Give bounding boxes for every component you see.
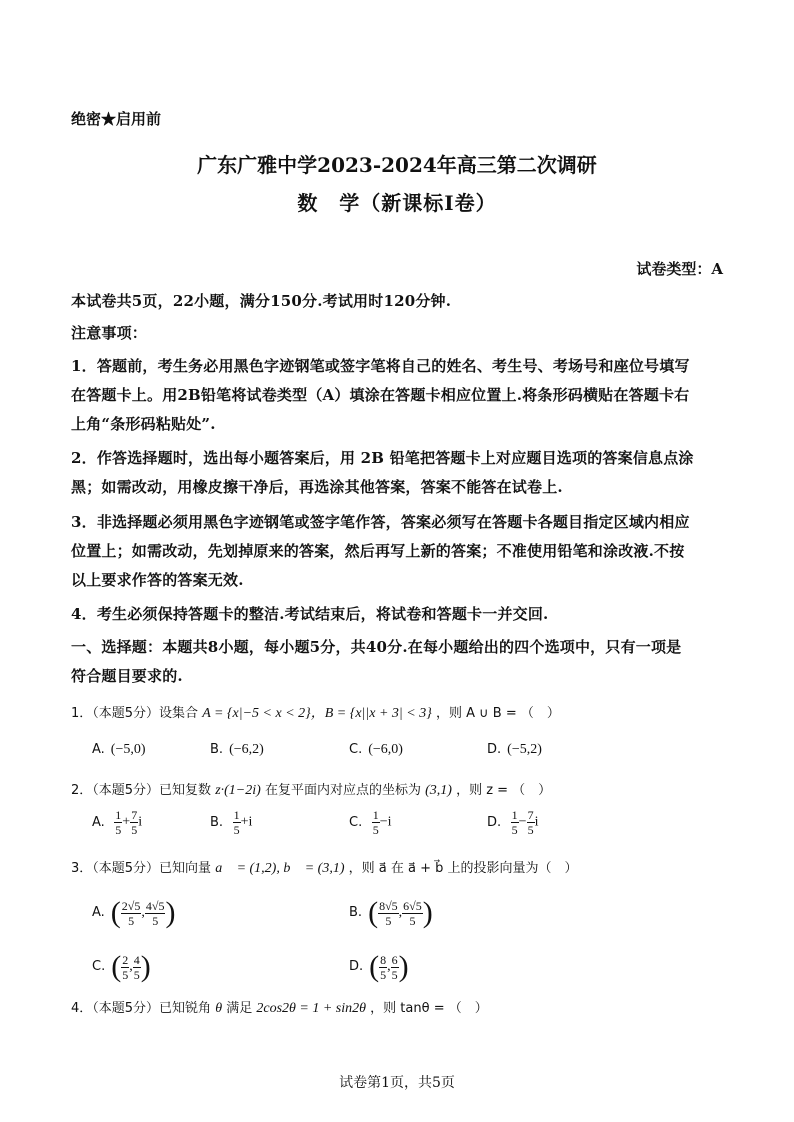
q2-point: (3,1) xyxy=(425,783,452,798)
q2-option-b-frac: $\frac{1}{5}$ xyxy=(233,808,240,837)
q3-option-b-label: B. xyxy=(349,905,363,921)
notes-title: 注意事项： xyxy=(71,324,148,342)
q3-prefix: 3．（本题5分）已知向量 xyxy=(71,861,212,876)
question-4 xyxy=(71,997,488,1017)
q4-suffix: ，则 tanθ = （ ） xyxy=(370,1001,488,1016)
intro-line: 本试卷共5页，22小题，满分150分.考试用时120分钟. xyxy=(71,292,452,310)
q3-option-a-frac-2: $\frac{4√5}{5}$ xyxy=(145,898,165,928)
q3-option-c-frac-1: $\frac{2}{5}$ xyxy=(122,952,129,982)
q3-middle: ，则 a⃗ 在 a⃗ + b⃗ 上的投影向量为（ ） xyxy=(348,861,578,876)
question-1 xyxy=(71,702,560,722)
note-2-line-2: 黑；如需改动，用橡皮擦干净后，再选涂其他答案，答案不能答在试卷上. xyxy=(71,478,563,496)
q2-option-c-op: −i xyxy=(379,814,392,830)
q2-middle: 在复平面内对应点的坐标为 xyxy=(264,783,421,798)
note-1-line-1: 1．答题前，考生务必用黑色字迹钢笔或签字笔将自己的姓名、考生号、考场号和座位号填写 xyxy=(71,357,690,375)
question-3 xyxy=(71,857,578,877)
page-footer: 试卷第1页，共5页 xyxy=(339,1075,455,1091)
q2-option-c xyxy=(349,808,392,837)
q2-option-b-label: B. xyxy=(210,814,224,830)
q3-option-d-frac-2: $\frac{6}{5}$ xyxy=(391,952,398,982)
q2-option-a-op: + xyxy=(122,814,131,830)
q3-option-b-frac-2: $\frac{6√5}{5}$ xyxy=(403,898,422,928)
q3-option-a-label: A. xyxy=(92,905,105,921)
q4-equation: 2cos2θ = 1 + sin2θ xyxy=(256,1001,367,1016)
section-heading-line-2: 符合题目要求的. xyxy=(71,667,183,685)
q2-option-a xyxy=(92,808,142,837)
exam-title: 广东广雅中学2023-2024年高三第二次调研 xyxy=(197,153,597,177)
q2-option-d xyxy=(487,808,538,837)
q1-option-a-text: (−5,0) xyxy=(110,742,146,757)
q2-math: z·(1−2i) xyxy=(215,783,261,798)
confidential-label: 绝密★启用前 xyxy=(71,110,162,128)
q3-option-c: C. ( $\frac{2}{5}$ , $\frac{4}{5}$ ) xyxy=(92,950,151,983)
q1-option-c xyxy=(349,742,403,758)
q2-option-b-op: +i xyxy=(240,814,253,830)
q2-option-a-frac-1: $\frac{1}{5}$ xyxy=(115,808,122,837)
q2-prefix: 2．（本题5分）已知复数 xyxy=(71,783,212,798)
q1-option-b-label: B. xyxy=(210,742,224,757)
q4-prefix: 4．（本题5分）已知锐角 xyxy=(71,1001,212,1016)
q2-option-d-frac-1: $\frac{1}{5}$ xyxy=(511,808,518,837)
q1-option-a-label: A. xyxy=(92,742,105,757)
q1-option-b-text: (−6,2) xyxy=(229,742,264,757)
q3-option-d-frac-1: $\frac{8}{5}$ xyxy=(380,952,387,982)
q2-suffix: ，则 z = （ ） xyxy=(456,783,552,798)
q1-suffix: ，则 A ∪ B = （ ） xyxy=(435,706,560,721)
q2-option-c-frac: $\frac{1}{5}$ xyxy=(372,808,379,837)
q1-option-b xyxy=(210,742,264,758)
paper-type: 试卷类型：A xyxy=(636,260,723,278)
q3-option-d-label: D. xyxy=(349,959,364,975)
q2-option-d-op: − xyxy=(518,814,527,830)
exam-subtitle: 数 学（新课标I卷） xyxy=(297,191,497,215)
section-heading-line-1: 一、选择题：本题共8小题，每小题5分，共40分.在每小题给出的四个选项中，只有一项是 xyxy=(71,638,682,656)
q3-option-d: D. ( $\frac{8}{5}$ , $\frac{6}{5}$ ) xyxy=(349,950,409,983)
q3-option-a-frac-1: $\frac{2√5}{5}$ xyxy=(121,898,141,928)
q1-option-a xyxy=(92,742,146,758)
q2-option-d-label: D. xyxy=(487,814,502,830)
q1-option-d-label: D. xyxy=(487,742,502,757)
q2-option-a-tail: i xyxy=(138,814,143,830)
note-1-line-2: 在答题卡上。用2B铅笔将试卷类型（A）填涂在答题卡相应位置上.将条形码横贴在答题卡右 xyxy=(71,386,690,404)
q1-math: A = {x|−5 < x < 2}，B = {x||x + 3| < 3} xyxy=(202,706,432,721)
q1-option-d-text: (−5,2) xyxy=(507,742,542,757)
q3-option-c-frac-2: $\frac{4}{5}$ xyxy=(133,952,140,982)
note-3-line-3: 以上要求作答的答案无效. xyxy=(71,571,244,589)
q3-option-a: A. ( $\frac{2√5}{5}$ , $\frac{4√5}{5}$ ) xyxy=(92,896,176,929)
q4-middle: 满足 xyxy=(226,1001,253,1016)
q2-option-a-frac-2: $\frac{7}{5}$ xyxy=(131,808,138,837)
note-1-line-3: 上角“条形码粘贴处”. xyxy=(71,415,216,433)
q2-option-b xyxy=(210,808,252,837)
note-4-line-1: 4．考生必须保持答题卡的整洁.考试结束后，将试卷和答题卡一并交回. xyxy=(71,605,549,623)
note-2-line-1: 2．作答选择题时，选出每小题答案后，用 2B 铅笔把答题卡上对应题目选项的答案信息点涂 xyxy=(71,449,694,467)
q1-option-d xyxy=(487,742,542,758)
q2-option-a-label: A. xyxy=(92,814,105,830)
q1-option-c-label: C. xyxy=(349,742,363,757)
q2-option-d-frac-2: $\frac{7}{5}$ xyxy=(527,808,534,837)
q3-option-c-label: C. xyxy=(92,959,106,975)
note-3-line-1: 3．非选择题必须用黑色字迹钢笔或签字笔作答，答案必须写在答题卡各题目指定区域内相应 xyxy=(71,513,690,531)
question-2 xyxy=(71,779,551,799)
q4-math: θ xyxy=(215,1001,223,1016)
note-3-line-2: 位置上；如需改动，先划掉原来的答案，然后再写上新的答案；不准使用铅笔和涂改液.不按 xyxy=(71,542,685,560)
q1-prefix: 1．（本题5分）设集合 xyxy=(71,706,199,721)
q3-math: a⃗ = (1,2), b⃗ = (3,1) xyxy=(215,861,345,876)
q3-option-b: B. ( $\frac{8√5}{5}$ , $\frac{6√5}{5}$ ) xyxy=(349,896,433,929)
q3-option-b-frac-1: $\frac{8√5}{5}$ xyxy=(379,898,398,928)
q2-option-c-label: C. xyxy=(349,814,363,830)
q2-option-d-tail: i xyxy=(534,814,539,830)
q1-option-c-text: (−6,0) xyxy=(368,742,403,757)
